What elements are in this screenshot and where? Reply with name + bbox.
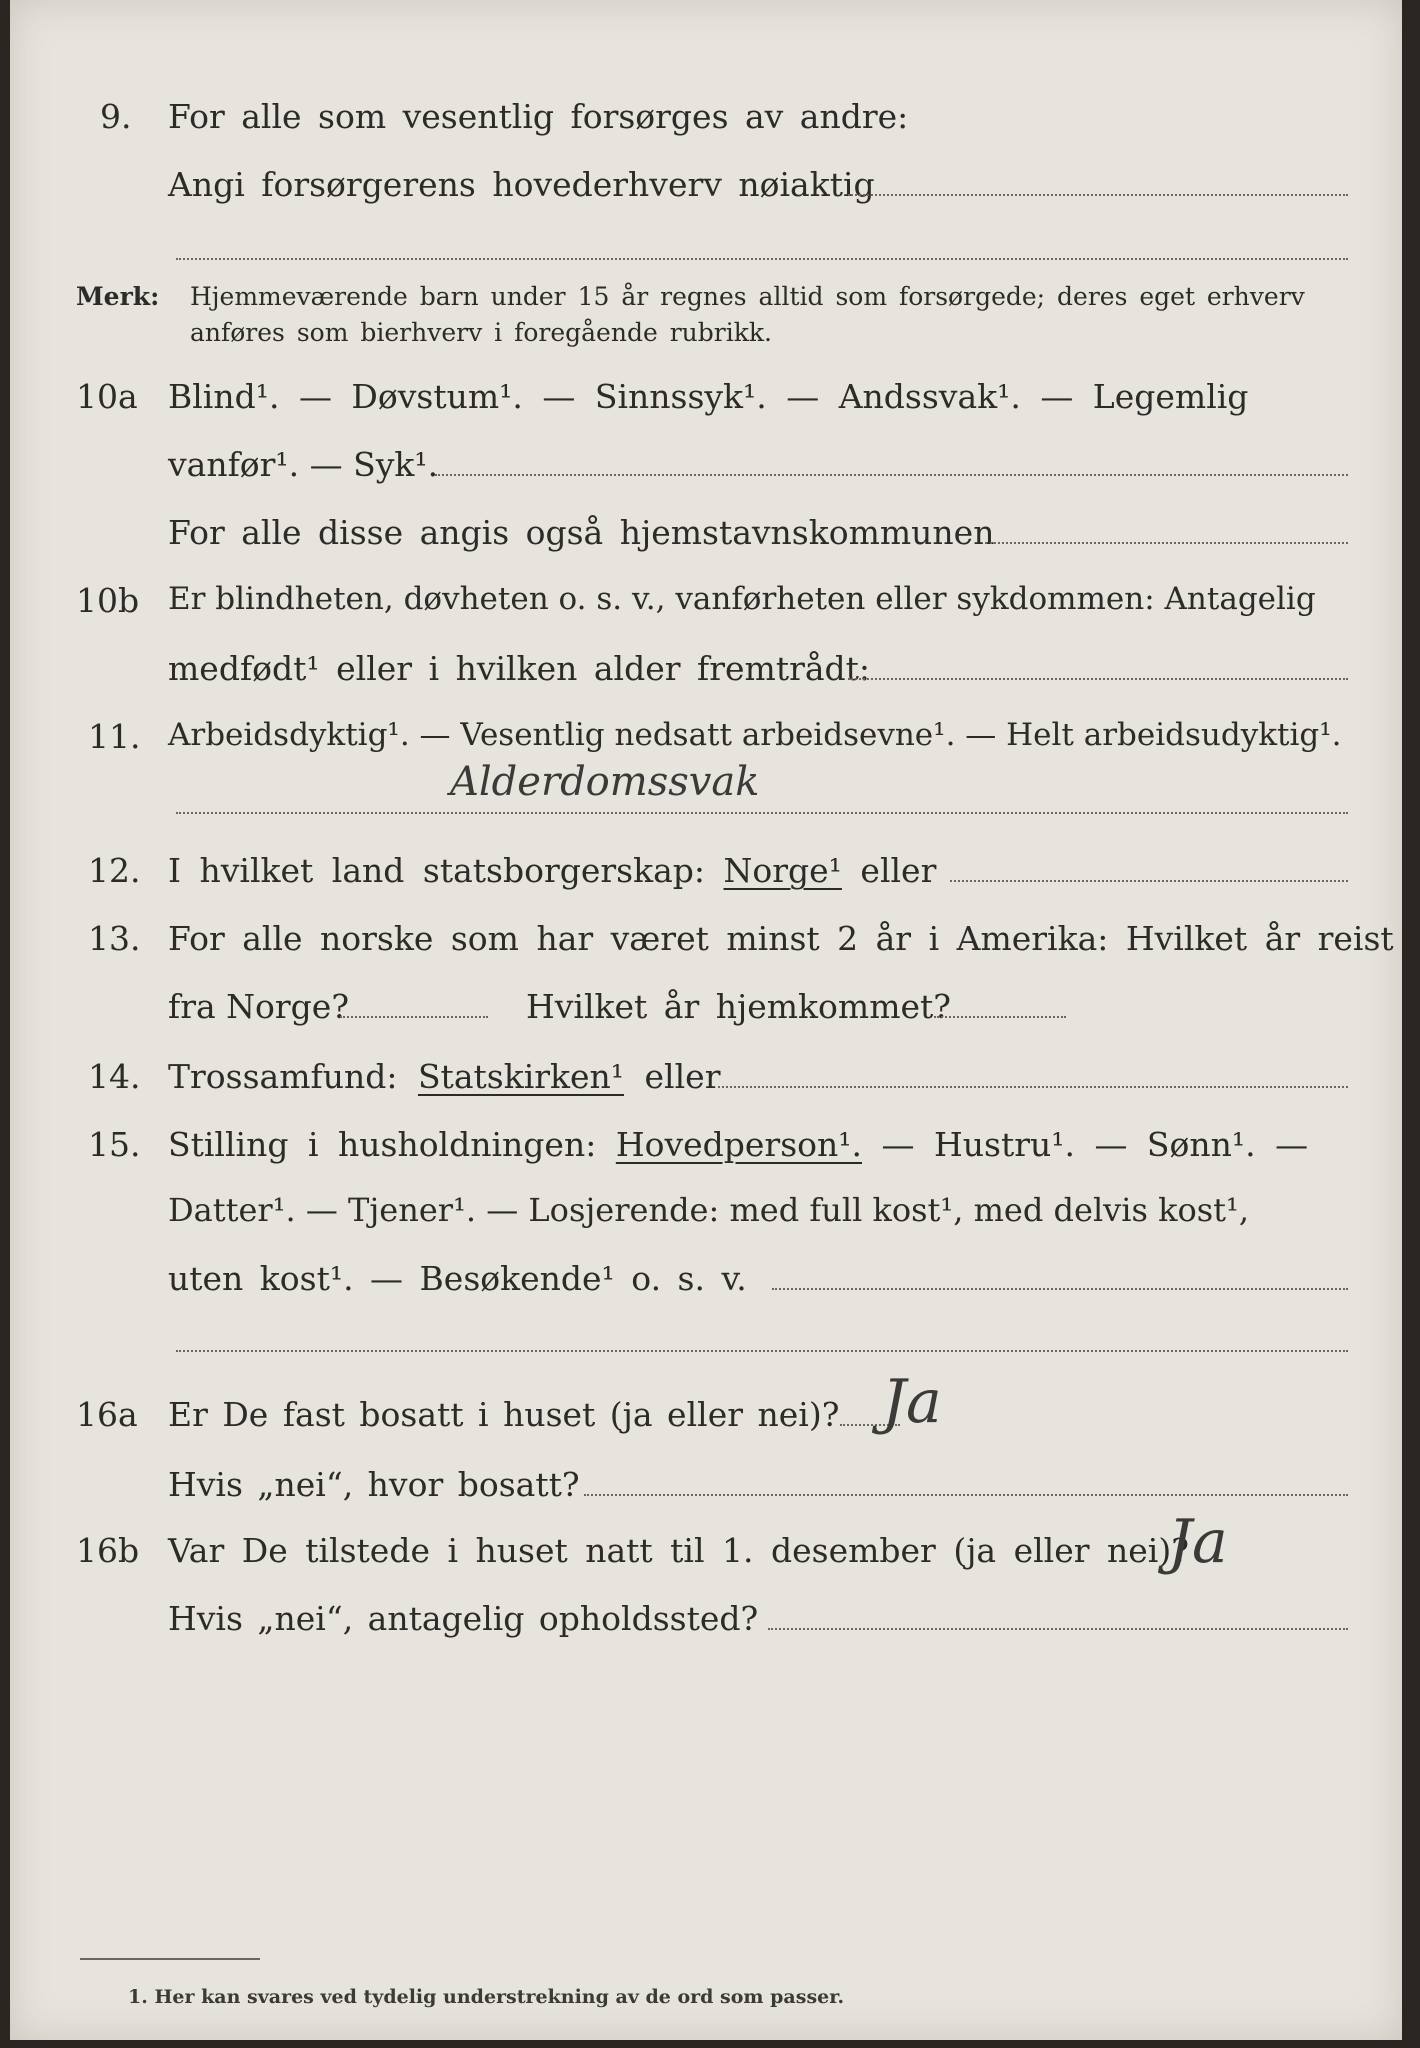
q15-line2: Datter¹. — Tjener¹. — Losjerende: med full kost¹, med delvis kost¹, xyxy=(168,1191,1250,1229)
q11-handwritten-answer: Alderdomssvak xyxy=(450,759,760,805)
merk-line2: anføres som bierhverv i foregående rubrikk. xyxy=(190,318,772,347)
q14-text xyxy=(168,1057,721,1096)
q15-answer-line[interactable] xyxy=(772,1288,1348,1290)
q14-answer-line[interactable] xyxy=(718,1086,1348,1088)
item-number-16a: 16a xyxy=(76,1395,138,1434)
q16a-handwritten-answer: Ja xyxy=(882,1367,942,1437)
q16b-opholdssted-line[interactable] xyxy=(768,1628,1348,1630)
footnote: 1. Her kan svares ved tydelig understrekning av de ord som passer. xyxy=(128,1986,845,2008)
item-number-11: 11. xyxy=(88,717,141,756)
q11-line1: Arbeidsdyktig¹. — Vesentlig nedsatt arbeidsevne¹. — Helt arbeidsudyktig¹. xyxy=(168,717,1342,753)
merk-label: Merk: xyxy=(76,282,160,311)
q12-suffix: eller xyxy=(860,851,937,890)
q15-line3: uten kost¹. — Besøkende¹ o. s. v. xyxy=(168,1259,747,1298)
q15-prefix: Stilling i husholdningen: xyxy=(168,1125,597,1164)
q10a-line2: vanfør¹. — Syk¹. xyxy=(168,445,439,484)
q9-answer-line[interactable] xyxy=(848,194,1348,196)
item-number-16b: 16b xyxy=(76,1531,140,1570)
q10b-line1: Er blindheten, døvheten o. s. v., vanførheten eller sykdommen: Antagelig xyxy=(168,581,1316,617)
q10a-answer-line[interactable] xyxy=(435,474,1348,476)
item-number-10a: 10a xyxy=(76,377,138,416)
q9-answer-line-2[interactable] xyxy=(176,258,1348,260)
item-number-10b: 10b xyxy=(76,581,140,620)
q12-underlined-norge: Norge¹ xyxy=(723,851,842,890)
q13-line1: For alle norske som har været minst 2 år i Amerika: Hvilket år reist xyxy=(168,919,1394,958)
q14-suffix: eller xyxy=(644,1057,721,1096)
q9-line1: For alle som vesentlig forsørges av andre: xyxy=(168,97,909,136)
q16b-handwritten-answer: Ja xyxy=(1168,1507,1228,1577)
q15-answer-line-2[interactable] xyxy=(176,1350,1348,1352)
item-number-14: 14. xyxy=(88,1057,141,1096)
q12-prefix: I hvilket land statsborgerskap: xyxy=(168,851,706,890)
item-number-13: 13. xyxy=(88,919,141,958)
q10b-answer-line[interactable] xyxy=(848,678,1348,680)
q16b-line1: Var De tilstede i huset natt til 1. desember (ja eller nei)? xyxy=(168,1531,1189,1570)
q14-prefix: Trossamfund: xyxy=(168,1057,398,1096)
q16a-bosatt-line[interactable] xyxy=(584,1494,1348,1496)
q10a-hjemstavn-line[interactable] xyxy=(985,542,1348,544)
q12-text xyxy=(168,851,937,890)
q16a-line2: Hvis „nei“, hvor bosatt? xyxy=(168,1465,580,1504)
q14-underlined-statskirken: Statskirken¹ xyxy=(417,1057,625,1096)
q13-line2a: fra Norge? xyxy=(168,987,350,1026)
q11-answer-line[interactable] xyxy=(176,812,1348,814)
q16b-line2: Hvis „nei“, antagelig opholdssted? xyxy=(168,1599,759,1638)
q13-reist-line[interactable] xyxy=(340,1016,488,1018)
item-number-12: 12. xyxy=(88,851,141,890)
q13-hjemkommet-line[interactable] xyxy=(934,1016,1066,1018)
q9-line2: Angi forsørgerens hovederhverv nøiaktig xyxy=(168,165,875,204)
merk-line1: Hjemmeværende barn under 15 år regnes alltid som forsørgede; deres eget erhverv xyxy=(190,282,1305,311)
q10b-line2: medfødt¹ eller i hvilken alder fremtrådt: xyxy=(168,649,871,688)
item-number-9: 9. xyxy=(100,97,132,136)
q10a-line3: For alle disse angis også hjemstavnskommunen xyxy=(168,513,995,552)
q15-underlined-hovedperson: Hovedperson¹. xyxy=(615,1125,862,1164)
footnote-rule xyxy=(80,1958,260,1960)
q16a-line1: Er De fast bosatt i huset (ja eller nei)? xyxy=(168,1395,840,1434)
q12-answer-line[interactable] xyxy=(950,880,1348,882)
q10a-line1: Blind¹. — Døvstum¹. — Sinnssyk¹. — Andssvak¹. — Legemlig xyxy=(168,377,1249,416)
item-number-15: 15. xyxy=(88,1125,141,1164)
census-form-page xyxy=(10,0,1402,2040)
q13-line2b: Hvilket år hjemkommet? xyxy=(526,987,951,1026)
q15-rest: — Hustru¹. — Sønn¹. — xyxy=(881,1125,1309,1164)
q15-line1 xyxy=(168,1125,1309,1164)
